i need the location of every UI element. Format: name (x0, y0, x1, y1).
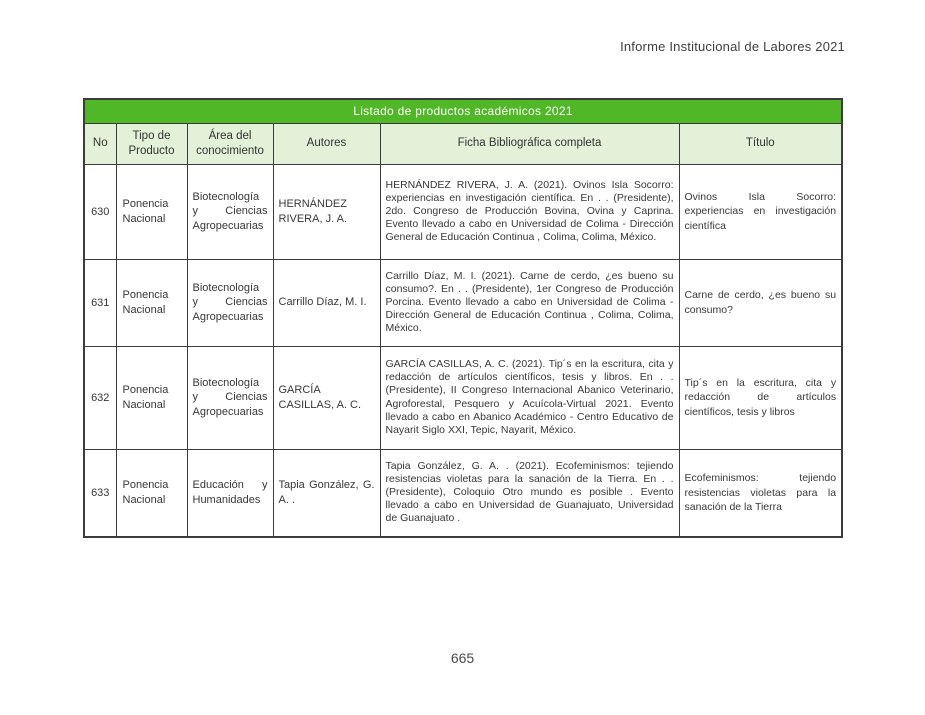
cell-no: 632 (84, 346, 116, 449)
report-header: Informe Institucional de Labores 2021 (620, 39, 845, 54)
table-title-row (84, 99, 842, 123)
table-row (84, 259, 842, 346)
table-row (84, 164, 842, 259)
cell-ficha: GARCÍA CASILLAS, A. C. (2021). Tip´s en la escritura, cita y redacción de artículos científicos, tesis y libros. En . . (Presidente), II Congreso Internacional Abanico Veterinario, Agroforestal, Pesquero y Acuícola-Virtual 2021. Evento llevado a cabo en Abanico Académico - Centro Educativo de Nayarit Siglo XXI, Tepic, Nayarit, México. (380, 346, 679, 449)
cell-tipo: Ponencia Nacional (116, 259, 187, 346)
table-row (84, 449, 842, 537)
cell-autores: Tapia González, G. A. . (273, 449, 380, 537)
table-row (84, 346, 842, 449)
products-table (83, 98, 843, 538)
cell-titulo: Tip´s en la escritura, cita y redacción de artículos científicos, tesis y libros (679, 346, 842, 449)
column-header-ficha-bibliografica: Ficha Bibliográfica completa (380, 123, 679, 164)
column-header-titulo: Título (679, 123, 842, 164)
cell-titulo: Ecofeminismos: tejiendo resistencias violetas para la sanación de la Tierra (679, 449, 842, 537)
cell-tipo: Ponencia Nacional (116, 346, 187, 449)
cell-autores: HERNÁNDEZ RIVERA, J. A. (273, 164, 380, 259)
column-header-area-conocimiento: Área del conocimiento (187, 123, 273, 164)
table-title: Listado de productos académicos 2021 (84, 99, 842, 123)
cell-autores: GARCÍA CASILLAS, A. C. (273, 346, 380, 449)
cell-ficha: HERNÁNDEZ RIVERA, J. A. (2021). Ovinos Isla Socorro: experiencias en investigación científica. En . . (Presidente), 2do. Congreso de Producción Bovina, Ovina y Caprina. Evento llevado a cabo en Universidad de Colima - Dirección General de Educación Continua , Colima, Colima, México. (380, 164, 679, 259)
cell-ficha: Tapia González, G. A. . (2021). Ecofeminismos: tejiendo resistencias violetas para la sanación de la Tierra. En . . (Presidente), Coloquio Otro mundo es posible . Evento llevado a cabo en Universidad de Guanajuato, Universidad de Guanajuato . (380, 449, 679, 537)
column-header-no: No (84, 123, 116, 164)
table-header-row (84, 123, 842, 164)
cell-no: 631 (84, 259, 116, 346)
cell-no: 633 (84, 449, 116, 537)
cell-area: Educación y Humanidades (187, 449, 273, 537)
cell-autores: Carrillo Díaz, M. I. (273, 259, 380, 346)
column-header-autores: Autores (273, 123, 380, 164)
cell-tipo: Ponencia Nacional (116, 164, 187, 259)
cell-no: 630 (84, 164, 116, 259)
cell-area: Biotecnología y Ciencias Agropecuarias (187, 164, 273, 259)
page-number: 665 (450, 650, 475, 666)
cell-titulo: Ovinos Isla Socorro: experiencias en investigación científica (679, 164, 842, 259)
cell-area: Biotecnología y Ciencias Agropecuarias (187, 346, 273, 449)
cell-titulo: Carne de cerdo, ¿es bueno su consumo? (679, 259, 842, 346)
cell-area: Biotecnología y Ciencias Agropecuarias (187, 259, 273, 346)
cell-ficha: Carrillo Díaz, M. I. (2021). Carne de cerdo, ¿es bueno su consumo?. En . . (Presidente), 1er Congreso de Producción Porcina. Evento llevado a cabo en Universidad de Colima - Dirección General de Educación Continua , Colima, Colima, México. (380, 259, 679, 346)
column-header-tipo-producto: Tipo de Producto (116, 123, 187, 164)
cell-tipo: Ponencia Nacional (116, 449, 187, 537)
